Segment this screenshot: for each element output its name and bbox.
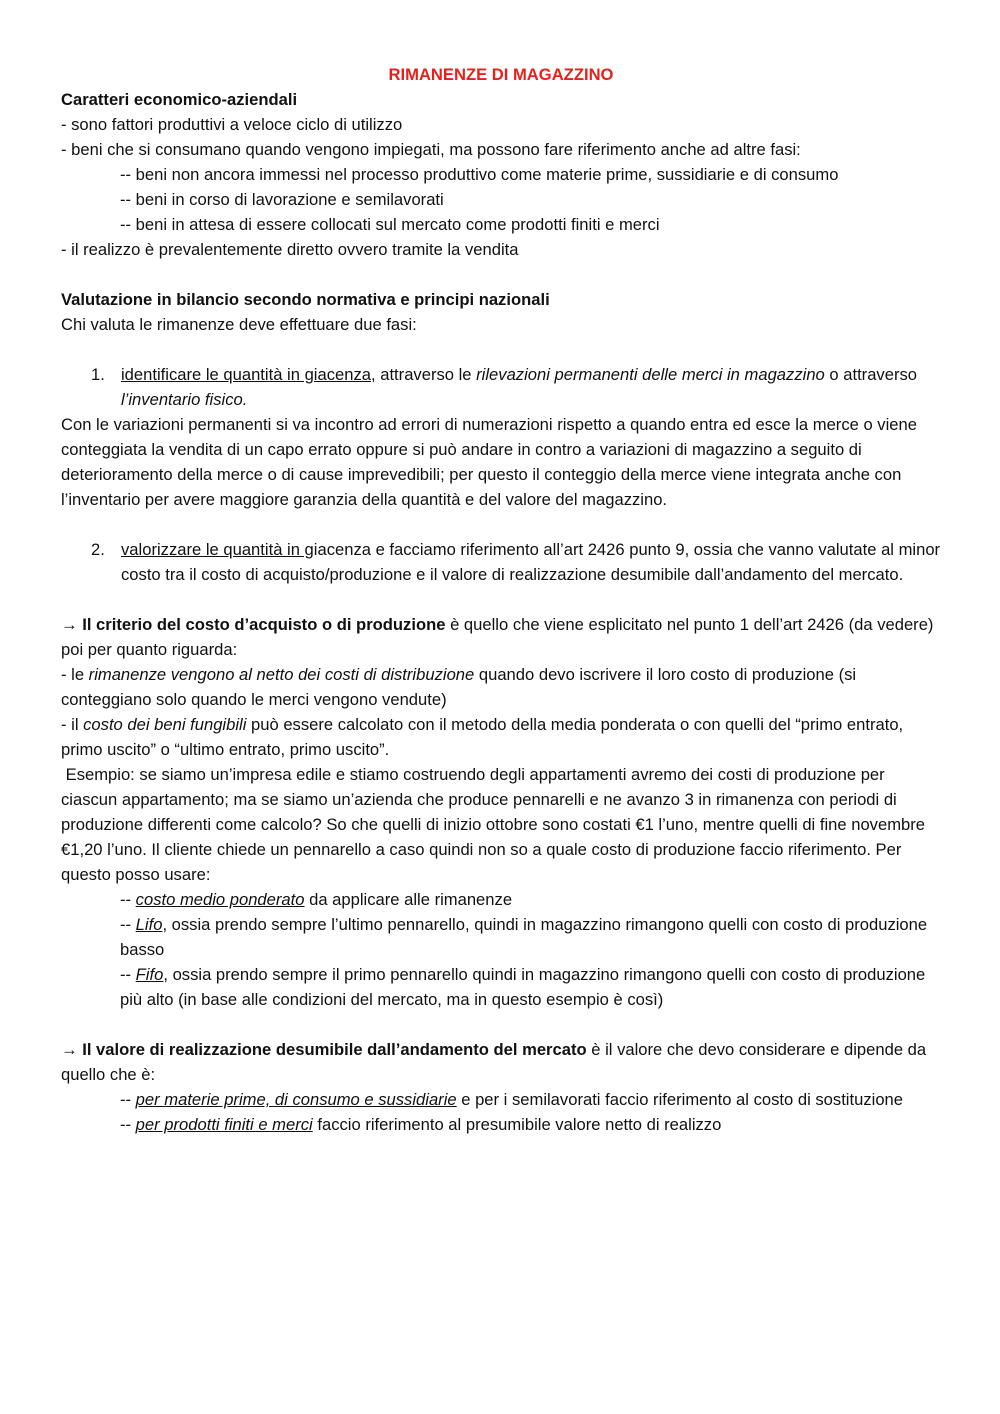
sub-list-item: -- per materie prime, di consumo e sussidiarie e per i semilavorati faccio riferimento al costo di sostituzione (120, 1090, 904, 1109)
item-number: 1. (91, 365, 105, 384)
document-page (61, 62, 941, 1137)
section-heading-caratteri: Caratteri economico-aziendali (61, 90, 298, 109)
item-text: valorizzare le quantità in giacenza e facciamo riferimento all’art 2426 punto 9, ossia che vanno valutate al minor costo tra il costo di acquisto/produzione e il valore di realizzazione desumibile dall’andamento del mercato. (121, 540, 941, 584)
paragraph-esempio: Esempio: se siamo un’impresa edile e stiamo costruendo degli appartamenti avremo dei costi di produzione per ciascun appartamento; ma se siamo un’azienda che produce pennarelli e ne avanzo 3 in rimanenza con periodi di produzione differenti come calcolo? So che quelli di inizio ottobre sono costati €1 l’uno, mentre quelli di fine novembre €1,20 l’uno. Il cliente chiede un pennarello a caso quindi non so a quale costo di produzione faccio riferimento. Per questo posso usare: (61, 765, 930, 884)
list-item: - le rimanenze vengono al netto dei costi di distribuzione quando devo iscrivere il loro costo di produzione (si conteggiano solo quando le merci vengono vendute) (61, 665, 857, 709)
numbered-item-2 (61, 537, 941, 587)
numbered-item-1 (61, 362, 941, 412)
paragraph-criterio-costo: → Il criterio del costo d’acquisto o di produzione è quello che viene esplicitato nel punto 1 dell’art 2426 (da vedere) poi per quanto riguarda: (61, 615, 934, 659)
list-item: - sono fattori produttivi a veloce ciclo di utilizzo (61, 115, 403, 134)
paragraph: Chi valuta le rimanenze deve effettuare due fasi: (61, 315, 417, 334)
page-title: RIMANENZE DI MAGAZZINO (388, 65, 614, 84)
list-item: - il costo dei beni fungibili può essere calcolato con il metodo della media ponderata o con quelli del “primo entrato, primo uscito” o “ultimo entrato, primo uscito”. (61, 715, 904, 759)
sub-list-item: -- beni in attesa di essere collocati sul mercato come prodotti finiti e merci (120, 215, 660, 234)
sub-list-item: -- per prodotti finiti e merci faccio riferimento al presumibile valore netto di realizzo (120, 1115, 722, 1134)
arrow-icon: → (61, 615, 78, 634)
item-number: 2. (91, 540, 105, 559)
sub-list-item: -- beni non ancora immessi nel processo produttivo come materie prime, sussidiarie e di consumo (120, 165, 839, 184)
sub-list-item: -- Lifo, ossia prendo sempre l’ultimo pennarello, quindi in magazzino rimangono quelli con costo di produzione basso (120, 915, 928, 959)
list-item: - il realizzo è prevalentemente diretto ovvero tramite la vendita (61, 240, 519, 259)
list-item: - beni che si consumano quando vengono impiegati, ma possono fare riferimento anche ad altre fasi: (61, 140, 801, 159)
paragraph: Con le variazioni permanenti si va incontro ad errori di numerazioni rispetto a quando entra ed esce la merce o viene conteggiata la vendita di un capo errato oppure si può andare in contro a variazioni di magazzino a seguito di deterioramento della merce o di cause imprevedibili; per questo il conteggio della merce viene integrata anche con l’inventario per avere maggiore garanzia della quantità e del valore del magazzino. (61, 415, 917, 509)
section-heading-valutazione: Valutazione in bilancio secondo normativa e principi nazionali (61, 290, 550, 309)
sub-list-item: -- Fifo, ossia prendo sempre il primo pennarello quindi in magazzino rimangono quelli con costo di produzione più alto (in base alle condizioni del mercato, ma in questo esempio è così) (120, 965, 926, 1009)
sub-list-item: -- costo medio ponderato da applicare alle rimanenze (120, 890, 513, 909)
sub-list-item: -- beni in corso di lavorazione e semilavorati (120, 190, 444, 209)
item-text: identificare le quantità in giacenza, attraverso le rilevazioni permanenti delle merci in magazzino o attraverso l’inventario fisico. (121, 365, 918, 409)
paragraph-valore-realizzazione: → Il valore di realizzazione desumibile dall’andamento del mercato è il valore che devo considerare e dipende da quello che è: (61, 1040, 927, 1084)
arrow-icon: → (61, 1040, 78, 1059)
